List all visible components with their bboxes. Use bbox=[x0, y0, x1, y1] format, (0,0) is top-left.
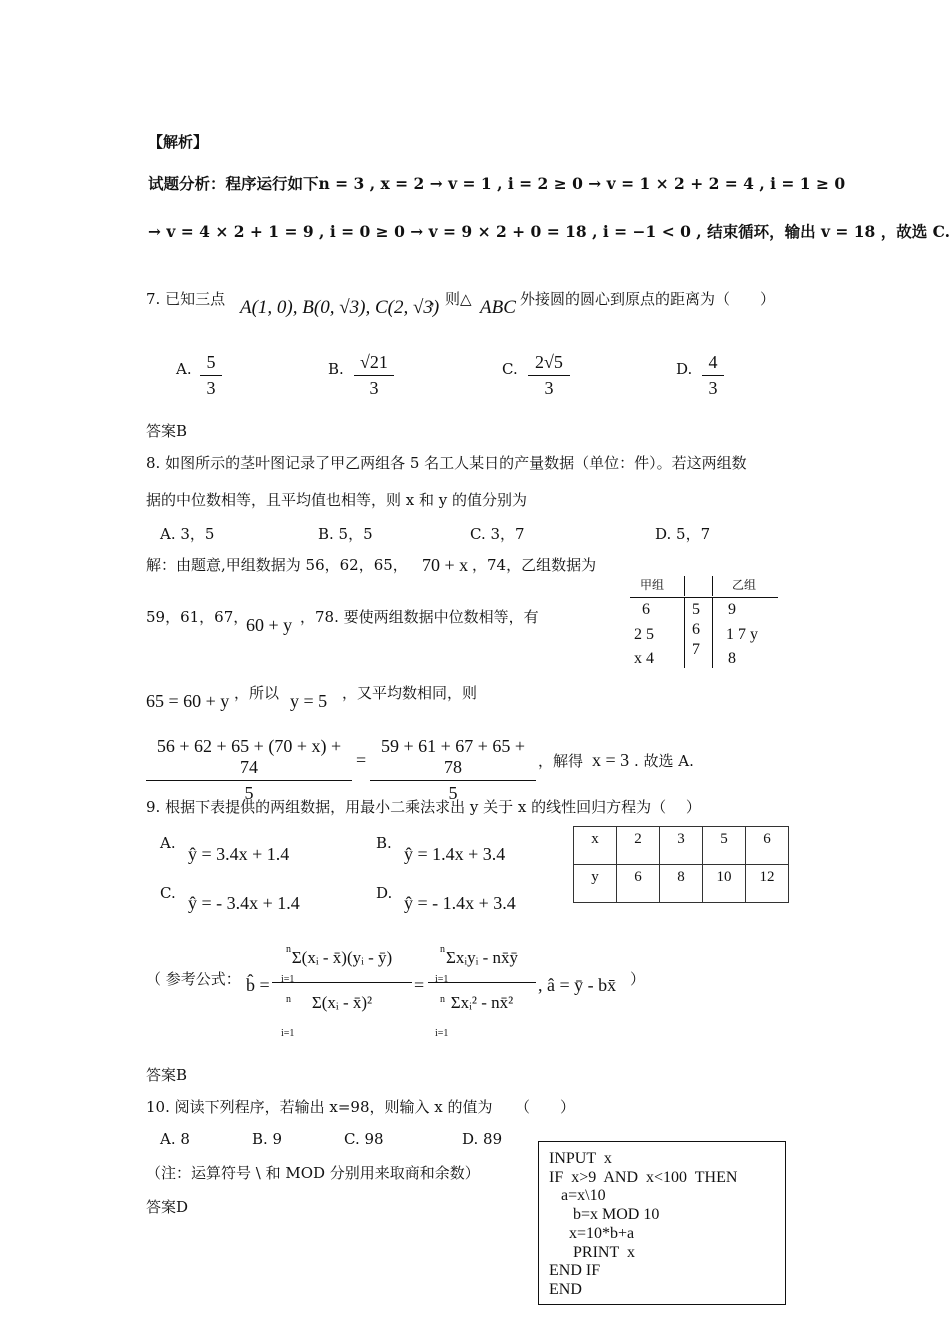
stemleaf-row1-stem: 5 bbox=[692, 601, 700, 618]
analysis-line-2: → v = 4 × 2 + 1 = 9 , i = 0 ≥ 0 → v = 9 × 2 + 0 = 18 , i = −1 < 0 , 结束循环，输出 v = 18 ，故选 C. bbox=[148, 222, 950, 241]
q9-formula-b: b̂ = bbox=[246, 975, 270, 995]
table-cell: y bbox=[574, 865, 617, 903]
q7-answer: 答案B bbox=[146, 422, 188, 440]
code-line: IF x>9 AND x<100 THEN bbox=[549, 1168, 738, 1186]
q9-data-table bbox=[573, 826, 789, 903]
q8-option-a: A. 3，5 bbox=[160, 525, 215, 543]
q7-option-a-label: A. bbox=[176, 360, 192, 378]
code-line: END IF bbox=[549, 1262, 601, 1280]
q10-option-b: B. 9 bbox=[252, 1130, 283, 1148]
sum-bottom-1: i=1 bbox=[281, 974, 295, 985]
q7-option-c-label: C. bbox=[502, 360, 518, 378]
table-cell: 5 bbox=[703, 827, 746, 865]
q7-prefix: 7. 已知三点 bbox=[146, 290, 226, 308]
table-cell: 3 bbox=[660, 827, 703, 865]
q8-equation-tail-b: . 故选 A. bbox=[634, 752, 694, 770]
q10-note: （注：运算符号 \ 和 MOD 分别用来取商和余数） bbox=[146, 1164, 480, 1182]
q9-formula-label: （ 参考公式： bbox=[146, 970, 241, 988]
q8-option-c: C. 3，7 bbox=[470, 525, 525, 543]
code-line: INPUT x bbox=[549, 1150, 612, 1167]
table-row bbox=[574, 865, 789, 903]
q8-solution-1a: 解：由题意,甲组数据为 56，62，65， bbox=[146, 556, 408, 574]
q7-middle: ，则△ bbox=[430, 290, 472, 308]
q9-option-b-eq: ŷ = 1.4x + 3.4 bbox=[404, 844, 506, 864]
q9-formula-fraction-2: Σxᵢyᵢ - nx̄ȳ Σxᵢ² - nx̄² bbox=[428, 948, 536, 1013]
q8-equation-left-fraction: 56 + 62 + 65 + (70 + x) + 74 5 bbox=[146, 736, 352, 804]
table-cell: 10 bbox=[703, 865, 746, 903]
q9-option-a-label: A. bbox=[160, 834, 176, 852]
code-line: b=x MOD 10 bbox=[549, 1206, 660, 1224]
q7-points: A(1, 0), B(0, √3), C(2, √3) bbox=[240, 297, 440, 318]
code-line: END bbox=[549, 1280, 582, 1298]
stemleaf-hline bbox=[630, 597, 778, 598]
q8-solution-1-expr: 70 + x bbox=[422, 555, 469, 575]
q9-formula-fraction-1: Σ(xᵢ - x̄)(yᵢ - ȳ) Σ(xᵢ - x̄)² bbox=[272, 948, 412, 1013]
stemleaf-row1-left: 6 bbox=[642, 601, 650, 618]
q9-option-b-label: B. bbox=[376, 834, 392, 852]
stemleaf-vline-top-left bbox=[684, 576, 685, 596]
q8-equation-tail-expr: x = 3 bbox=[592, 750, 630, 770]
program-code-box bbox=[538, 1141, 786, 1305]
sum-bottom-2: i=1 bbox=[281, 1028, 295, 1039]
q8-solution-3-expr1: 65 = 60 + y bbox=[146, 691, 230, 711]
sum-top-3: n bbox=[440, 944, 445, 955]
q8-solution-2a: 59，61，67， bbox=[146, 608, 249, 626]
q8-line-2: 据的中位数相等，且平均值也相等，则 x 和 y 的值分别为 bbox=[146, 491, 528, 509]
q8-solution-3b: ，又平均数相同，则 bbox=[342, 684, 478, 702]
table-cell: 6 bbox=[746, 827, 789, 865]
stemleaf-row3-left: x 4 bbox=[634, 650, 654, 667]
q7-option-d-fraction: 4 3 bbox=[702, 352, 724, 399]
q8-line-1: 8. 如图所示的茎叶图记录了甲乙两组各 5 名工人某日的产量数据（单位：件）。若这两组数 bbox=[146, 454, 747, 472]
stemleaf-row3-right: 8 bbox=[728, 650, 736, 667]
sum-top-1: n bbox=[286, 944, 291, 955]
analysis-title: 【解析】 bbox=[148, 133, 209, 151]
table-row bbox=[574, 827, 789, 865]
analysis-line-1: 试题分析：程序运行如下n = 3 , x = 2 → v = 1 , i = 2 ≥ 0 → v = 1 × 2 + 2 = 4 , i = 1 ≥ 0 bbox=[148, 174, 846, 193]
q8-solution-3-expr2: y = 5 bbox=[290, 691, 328, 711]
sum-top-2: n bbox=[286, 994, 291, 1005]
q8-equation-right-fraction: 59 + 61 + 67 + 65 + 78 5 bbox=[370, 736, 536, 804]
q7-option-c-fraction: 2√5 3 bbox=[528, 352, 570, 399]
table-cell: x bbox=[574, 827, 617, 865]
stemleaf-head-right: 乙组 bbox=[732, 578, 757, 592]
q8-equation-tail-a: ，解得 bbox=[538, 752, 584, 770]
sum-bottom-3: i=1 bbox=[435, 974, 449, 985]
q8-option-d: D. 5，7 bbox=[655, 525, 711, 543]
q9-option-c-eq: ŷ = - 3.4x + 1.4 bbox=[188, 893, 300, 913]
sum-bottom-4: i=1 bbox=[435, 1028, 449, 1039]
code-line: x=10*b+a bbox=[549, 1224, 635, 1242]
q8-option-b: B. 5，5 bbox=[318, 525, 373, 543]
stemleaf-row2-left: 2 5 bbox=[634, 626, 654, 643]
q10-answer: 答案D bbox=[146, 1198, 189, 1216]
q8-solution-1b: ，74，乙组数据为 bbox=[472, 556, 597, 574]
q8-solution-2-expr: 60 + y bbox=[246, 615, 293, 635]
q9-option-a-eq: ŷ = 3.4x + 1.4 bbox=[188, 844, 290, 864]
code-line: a=x\10 bbox=[549, 1187, 606, 1205]
table-cell: 2 bbox=[617, 827, 660, 865]
table-cell: 6 bbox=[617, 865, 660, 903]
sum-top-4: n bbox=[440, 994, 445, 1005]
q7-option-a-fraction: 5 3 bbox=[200, 352, 222, 399]
table-cell: 8 bbox=[660, 865, 703, 903]
q8-equation-sign: = bbox=[356, 750, 367, 770]
q10-option-c: C. 98 bbox=[344, 1130, 384, 1148]
stemleaf-row2-right: 1 7 y bbox=[726, 626, 758, 643]
q7-option-d-label: D. bbox=[676, 360, 693, 378]
q8-solution-3a: ，所以 bbox=[234, 684, 280, 702]
stemleaf-row3-stem: 7 bbox=[692, 641, 700, 658]
q10-stem: 10. 阅读下列程序，若输出 x=98，则输入 x 的值为 （ ） bbox=[146, 1098, 576, 1116]
q9-option-d-eq: ŷ = - 1.4x + 3.4 bbox=[404, 893, 516, 913]
stemleaf-row2-stem: 6 bbox=[692, 621, 700, 638]
q9-answer: 答案B bbox=[146, 1066, 188, 1084]
q10-option-d: D. 89 bbox=[462, 1130, 503, 1148]
q7-option-b-fraction: √21 3 bbox=[354, 352, 394, 399]
stemleaf-vline-right bbox=[712, 598, 713, 668]
q7-triangle: ABC bbox=[480, 297, 516, 318]
q10-option-a: A. 8 bbox=[160, 1130, 190, 1148]
code-line: PRINT x bbox=[549, 1243, 635, 1261]
q9-formula-a: , â = ȳ - bx̄ bbox=[538, 975, 617, 995]
q9-option-c-label: C. bbox=[160, 884, 176, 902]
q9-stem: 9. 根据下表提供的两组数据，用最小二乘法求出 y 关于 x 的线性回归方程为（ ） bbox=[146, 798, 701, 816]
q7-suffix: 外接圆的圆心到原点的距离为（ ） bbox=[520, 290, 776, 308]
q7-option-b-label: B. bbox=[328, 360, 344, 378]
q9-formula-eq: = bbox=[414, 975, 425, 995]
q9-option-d-label: D. bbox=[376, 884, 393, 902]
stemleaf-vline-left bbox=[684, 598, 685, 668]
stemleaf-row1-right: 9 bbox=[728, 601, 736, 618]
table-cell: 12 bbox=[746, 865, 789, 903]
stemleaf-vline-top-right bbox=[712, 576, 713, 596]
q9-formula-end: ） bbox=[630, 970, 646, 988]
q8-solution-2b: ，78. 要使两组数据中位数相等，有 bbox=[300, 608, 539, 626]
stemleaf-head-left: 甲组 bbox=[640, 578, 665, 592]
